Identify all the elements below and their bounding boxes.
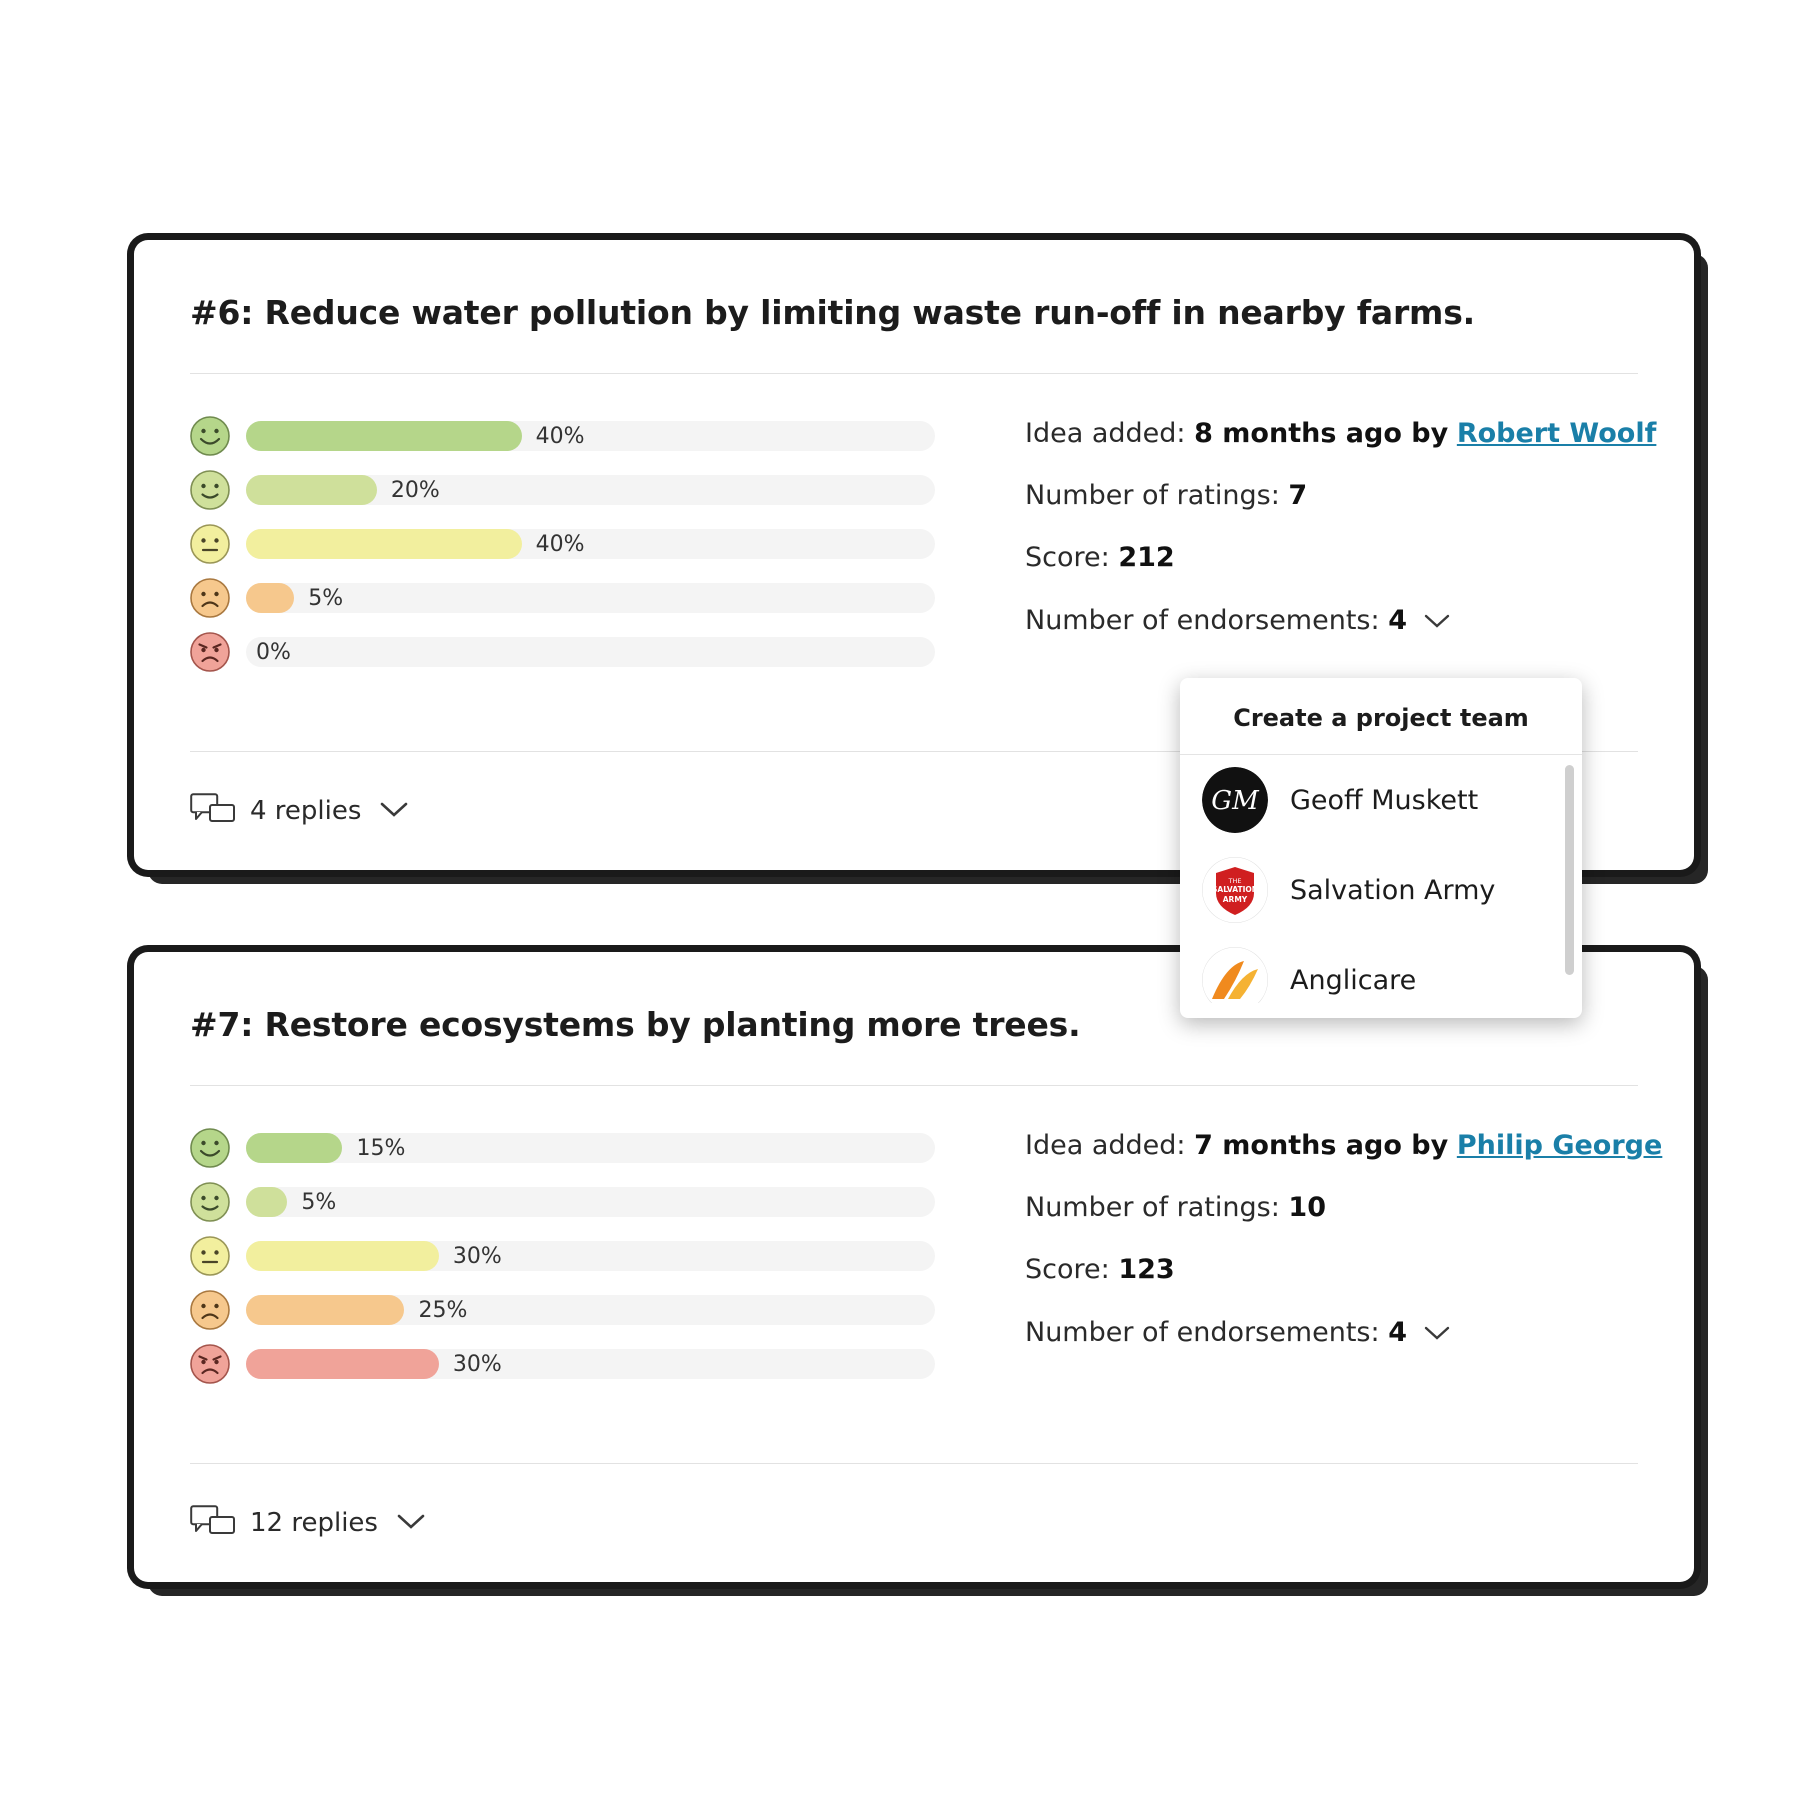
- score-line: [1025, 540, 1656, 575]
- idea-added-line: [1025, 1128, 1662, 1163]
- author-link[interactable]: Robert Woolf: [1456, 418, 1657, 450]
- rating-row: [190, 416, 935, 456]
- score-value: 212: [1118, 542, 1175, 574]
- happy-face-icon: [190, 470, 230, 510]
- rating-fill: [246, 583, 294, 613]
- rating-fill: [246, 421, 522, 451]
- rating-bars-6: [190, 416, 935, 686]
- svg-text:THE: THE: [1228, 877, 1242, 885]
- rating-fill: [246, 1187, 287, 1217]
- rating-track: [246, 583, 935, 613]
- rating-row: [190, 1128, 935, 1168]
- rating-row: [190, 524, 935, 564]
- idea-added-line: [1025, 416, 1656, 451]
- neutral-face-icon: [190, 1236, 230, 1276]
- neutral-face-icon: [190, 524, 230, 564]
- ratings-count-label: Number of ratings:: [1025, 480, 1280, 512]
- score-line: [1025, 1252, 1662, 1287]
- list-item[interactable]: [1180, 935, 1582, 1003]
- idea-number: #6:: [190, 293, 254, 332]
- rating-row: [190, 632, 935, 672]
- rating-track: [246, 1241, 935, 1271]
- rating-fill: [246, 1133, 342, 1163]
- svg-text:ARMY: ARMY: [1222, 895, 1248, 904]
- rating-track: [246, 421, 935, 451]
- endorsements-value: 4: [1388, 1316, 1407, 1348]
- replies-count: 4 replies: [250, 796, 362, 826]
- chevron-down-icon[interactable]: [1424, 1315, 1450, 1350]
- rating-fill: [246, 475, 377, 505]
- team-member-list[interactable]: [1180, 755, 1582, 1003]
- rating-percent: 5%: [301, 1189, 337, 1215]
- rating-fill: [246, 1349, 439, 1379]
- divider: [190, 373, 1638, 374]
- rating-track: [246, 475, 935, 505]
- ratings-count-value: 10: [1288, 1192, 1326, 1224]
- rating-bars-7: [190, 1128, 935, 1398]
- idea-added-label: Idea added:: [1025, 1130, 1186, 1162]
- sad-face-icon: [190, 1290, 230, 1330]
- ratings-count-line: [1025, 1190, 1662, 1225]
- rating-percent: 5%: [308, 585, 344, 611]
- idea-meta-7: [935, 1128, 1662, 1398]
- idea-title-text: Reduce water pollution by limiting waste run-off in nearby farms.: [264, 293, 1475, 332]
- endorsements-label: Number of endorsements:: [1025, 604, 1380, 636]
- list-item[interactable]: [1180, 845, 1582, 935]
- rating-percent: 40%: [535, 423, 585, 449]
- team-member-name: Geoff Muskett: [1290, 784, 1479, 816]
- team-member-name: Salvation Army: [1290, 874, 1496, 906]
- score-label: Score:: [1025, 1254, 1110, 1286]
- popover-title: Create a project team: [1180, 678, 1582, 755]
- sad-face-icon: [190, 578, 230, 618]
- very-happy-face-icon: [190, 1128, 230, 1168]
- ratings-count-line: [1025, 478, 1656, 513]
- happy-face-icon: [190, 1182, 230, 1222]
- initials-gm-avatar-icon: [1202, 767, 1268, 833]
- rating-row: [190, 1236, 935, 1276]
- rating-fill: [246, 1241, 439, 1271]
- idea-added-value: 8 months ago by: [1194, 418, 1449, 450]
- rating-track: [246, 1187, 935, 1217]
- idea-number: #7:: [190, 1005, 254, 1044]
- rating-track: [246, 1349, 935, 1379]
- rating-fill: [246, 529, 522, 559]
- rating-track: [246, 637, 935, 667]
- idea-meta-6: [935, 416, 1656, 686]
- endorsements-label: Number of endorsements:: [1025, 1316, 1380, 1348]
- rating-percent: 25%: [418, 1297, 468, 1323]
- angry-face-icon: [190, 632, 230, 672]
- team-member-name: Anglicare: [1290, 964, 1417, 996]
- rating-track: [246, 1133, 935, 1163]
- rating-percent: 15%: [356, 1135, 406, 1161]
- replies-count: 12 replies: [250, 1508, 378, 1538]
- rating-percent: 0%: [256, 639, 291, 665]
- replies-chevron-down-icon[interactable]: [379, 800, 409, 822]
- ratings-count-label: Number of ratings:: [1025, 1192, 1280, 1224]
- idea-added-value: 7 months ago by: [1194, 1130, 1449, 1162]
- popover-scrollbar[interactable]: [1565, 765, 1574, 975]
- rating-fill: [246, 1295, 404, 1325]
- svg-text:SALVATION: SALVATION: [1211, 885, 1259, 894]
- rating-percent: 20%: [390, 477, 440, 503]
- very-happy-face-icon: [190, 416, 230, 456]
- rating-percent: 30%: [452, 1243, 502, 1269]
- score-value: 123: [1118, 1254, 1175, 1286]
- idea-added-label: Idea added:: [1025, 418, 1186, 450]
- score-label: Score:: [1025, 542, 1110, 574]
- angry-face-icon: [190, 1344, 230, 1384]
- rating-row: [190, 578, 935, 618]
- rating-row: [190, 1182, 935, 1222]
- idea-title-text: Restore ecosystems by planting more trees.: [264, 1005, 1081, 1044]
- chevron-down-icon[interactable]: [1424, 603, 1450, 638]
- rating-row: [190, 1344, 935, 1384]
- rating-percent: 40%: [535, 531, 585, 557]
- rating-percent: 30%: [452, 1351, 502, 1377]
- create-project-team-popover: [1180, 678, 1582, 1018]
- anglicare-logo-icon: [1202, 947, 1268, 1003]
- comment-icon: [190, 793, 236, 829]
- rating-row: [190, 1290, 935, 1330]
- rating-row: [190, 470, 935, 510]
- rating-track: [246, 1295, 935, 1325]
- endorsements-line: [1025, 1315, 1662, 1351]
- rating-track: [246, 529, 935, 559]
- svg-text:GM: GM: [1211, 786, 1259, 816]
- author-link[interactable]: Philip George: [1456, 1130, 1663, 1162]
- ratings-count-value: 7: [1288, 480, 1308, 512]
- endorsements-line: [1025, 603, 1656, 639]
- replies-chevron-down-icon[interactable]: [396, 1512, 426, 1534]
- comment-icon: [190, 1505, 236, 1541]
- list-item[interactable]: [1180, 755, 1582, 845]
- endorsements-value: 4: [1388, 604, 1407, 636]
- idea-card-7: [134, 952, 1694, 1582]
- salvation-army-logo-icon: [1202, 857, 1268, 923]
- divider: [190, 1085, 1638, 1086]
- page-title: [190, 292, 1638, 333]
- idea-footer-7: [190, 1463, 1638, 1582]
